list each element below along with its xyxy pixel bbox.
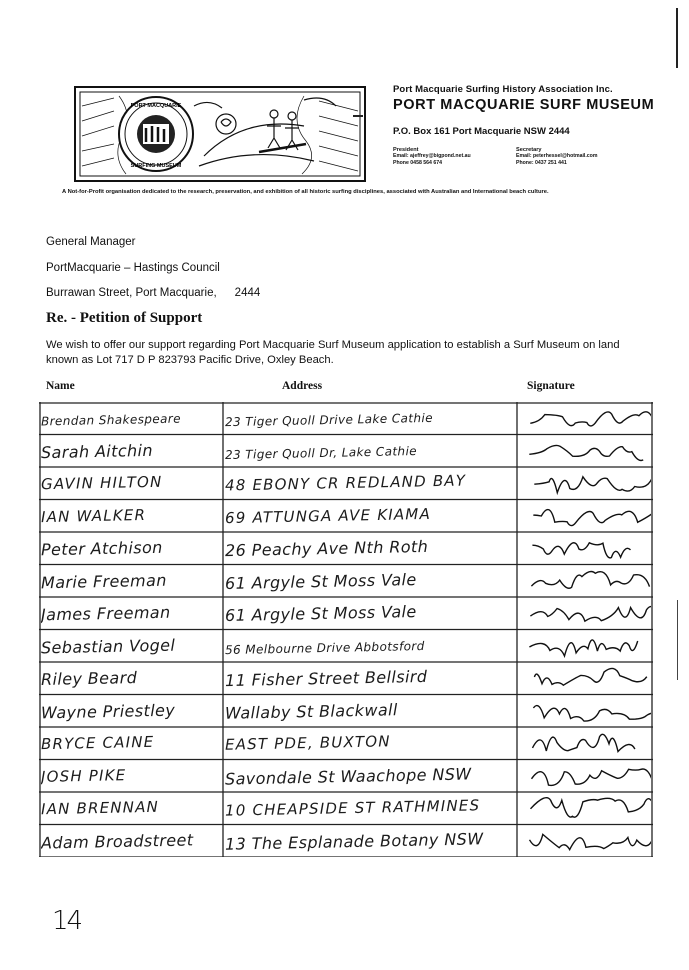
handwritten-signature xyxy=(523,435,651,467)
scan-dash-mark xyxy=(353,115,363,117)
signer-address: 56 Melbourne Drive Abbotsford xyxy=(225,638,425,657)
row-signature-cell xyxy=(519,825,653,858)
signer-name: IAN BRENNAN xyxy=(41,797,160,819)
row-signature-cell xyxy=(519,662,653,695)
addressee-street xyxy=(46,287,260,299)
handwritten-signature xyxy=(523,402,651,434)
scan-edge-mark xyxy=(676,8,678,68)
handwritten-signature xyxy=(523,792,651,824)
column-header-signature: Signature xyxy=(527,380,575,392)
contacts xyxy=(393,147,663,166)
row-address-cell xyxy=(225,630,515,663)
signer-address: 10 CHEAPSIDE ST RATHMINES xyxy=(225,796,481,820)
row-name-cell xyxy=(41,727,221,760)
letterhead-info xyxy=(393,84,663,166)
president-contact xyxy=(393,147,516,166)
president-phone: Phone 0458 564 674 xyxy=(393,159,443,166)
addressee-postcode: 2444 xyxy=(234,287,261,299)
signer-address: 26 Peachy Ave Nth Roth xyxy=(225,536,429,561)
signer-name: IAN WALKER xyxy=(41,505,147,526)
row-signature-cell xyxy=(519,792,653,825)
row-name-cell xyxy=(41,760,221,793)
page-number: 14 xyxy=(52,906,82,936)
row-address-cell xyxy=(225,695,515,728)
signature-table xyxy=(39,402,653,857)
row-name-cell xyxy=(41,500,221,533)
signer-address: Savondale St Waachope NSW xyxy=(225,763,472,789)
row-address-cell xyxy=(225,467,515,500)
president-email: Email: ajeffrey@bigpond.net.au xyxy=(393,153,471,160)
table-row xyxy=(39,662,653,695)
president-role: President xyxy=(393,147,419,153)
row-name-cell xyxy=(41,825,221,858)
handwritten-signature xyxy=(523,825,651,857)
row-signature-cell xyxy=(519,597,653,630)
row-address-cell xyxy=(225,825,515,858)
signer-address: 48 EBONY CR REDLAND BAY xyxy=(225,471,467,495)
row-name-cell xyxy=(41,435,221,468)
logo-seal-text-bottom: SURFING MUSEUM xyxy=(130,163,182,169)
handwritten-signature xyxy=(523,500,651,532)
handwritten-signature xyxy=(523,630,651,662)
row-name-cell xyxy=(41,630,221,663)
table-row xyxy=(39,532,653,565)
row-name-cell xyxy=(41,532,221,565)
handwritten-signature xyxy=(523,467,651,499)
row-address-cell xyxy=(225,565,515,598)
row-name-cell xyxy=(41,695,221,728)
handwritten-signature xyxy=(523,695,651,727)
row-signature-cell xyxy=(519,402,653,435)
row-address-cell xyxy=(225,402,515,435)
signer-address: 11 Fisher Street Bellsird xyxy=(225,666,428,691)
row-signature-cell xyxy=(519,565,653,598)
row-signature-cell xyxy=(519,532,653,565)
logo-seal-text-top: PORT MACQUARIE xyxy=(130,103,182,109)
signer-address: EAST PDE, BUXTON xyxy=(225,732,391,754)
row-address-cell xyxy=(225,597,515,630)
body-paragraph: We wish to offer our support regarding Port Macquarie Surf Museum application to establish a Surf Museum on land known as Lot 717 D P 823793 Pacific Drive, Oxley Beach. xyxy=(46,339,620,366)
museum-logo xyxy=(74,86,366,182)
signer-name: Sebastian Vogel xyxy=(41,635,176,657)
po-box: P.O. Box 161 Port Macquarie NSW 2444 xyxy=(393,126,570,137)
scan-edge-mark-lower xyxy=(677,600,678,680)
row-name-cell xyxy=(41,792,221,825)
table-row xyxy=(39,727,653,760)
table-row xyxy=(39,760,653,793)
signer-address: 69 ATTUNGA AVE KIAMA xyxy=(225,504,432,527)
table-row xyxy=(39,695,653,728)
handwritten-signature xyxy=(523,727,651,759)
signer-name: JOSH PIKE xyxy=(41,765,127,786)
museum-name: PORT MACQUARIE SURF MUSEUM xyxy=(393,97,655,113)
secretary-email: Email: peterhessel@hotmail.com xyxy=(516,153,598,160)
signer-address: Wallaby St Blackwall xyxy=(225,699,398,723)
row-name-cell xyxy=(41,402,221,435)
signer-name: BRYCE CAINE xyxy=(41,732,155,754)
table-row xyxy=(39,402,653,435)
table-row xyxy=(39,467,653,500)
row-address-cell xyxy=(225,662,515,695)
row-signature-cell xyxy=(519,760,653,793)
table-row xyxy=(39,565,653,598)
table-row xyxy=(39,597,653,630)
row-address-cell xyxy=(225,792,515,825)
signer-name: Marie Freeman xyxy=(41,570,167,592)
row-signature-cell xyxy=(519,500,653,533)
row-signature-cell xyxy=(519,435,653,468)
row-name-cell xyxy=(41,565,221,598)
row-address-cell xyxy=(225,435,515,468)
addressee-title: General Manager xyxy=(46,236,136,248)
row-signature-cell xyxy=(519,727,653,760)
signer-address: 23 Tiger Quoll Dr, Lake Cathie xyxy=(225,443,418,462)
handwritten-signature xyxy=(523,565,651,597)
row-signature-cell xyxy=(519,695,653,728)
secretary-contact xyxy=(516,147,639,166)
addressee-council: PortMacquarie – Hastings Council xyxy=(46,262,220,274)
signer-address: 13 The Esplanade Botany NSW xyxy=(225,828,484,854)
signer-name: Brendan Shakespeare xyxy=(41,411,182,429)
handwritten-signature xyxy=(523,597,651,629)
table-row xyxy=(39,825,653,858)
row-address-cell xyxy=(225,760,515,793)
signer-name: Sarah Aitchin xyxy=(41,440,154,462)
signer-name: James Freeman xyxy=(41,602,171,625)
secretary-phone: Phone: 0437 251 441 xyxy=(516,159,567,166)
row-name-cell xyxy=(41,467,221,500)
signer-name: Riley Beard xyxy=(41,667,138,690)
handwritten-signature xyxy=(523,760,651,792)
row-address-cell xyxy=(225,500,515,533)
table-row xyxy=(39,792,653,825)
org-name: Port Macquarie Surfing History Association Inc. xyxy=(393,84,613,95)
row-name-cell xyxy=(41,662,221,695)
row-address-cell xyxy=(225,532,515,565)
secretary-role: Secretary xyxy=(516,147,542,153)
row-name-cell xyxy=(41,597,221,630)
signer-name: Wayne Priestley xyxy=(41,700,176,722)
signer-address: 61 Argyle St Moss Vale xyxy=(225,569,417,593)
column-header-address: Address xyxy=(282,380,323,392)
signer-address: 23 Tiger Quoll Drive Lake Cathie xyxy=(225,410,434,430)
table-row xyxy=(39,500,653,533)
subject-heading: Re. - Petition of Support xyxy=(46,310,203,326)
row-signature-cell xyxy=(519,630,653,663)
signer-address: 61 Argyle St Moss Vale xyxy=(225,601,417,626)
signer-name: Adam Broadstreet xyxy=(41,829,194,853)
not-for-profit-tagline: A Not-for-Profit organisation dedicated to the research, preservation, and exhibition of all historic surfing disciplines, associated with Australian and International beach culture. xyxy=(62,189,549,195)
row-address-cell xyxy=(225,727,515,760)
table-row xyxy=(39,435,653,468)
column-header-name: Name xyxy=(46,380,75,392)
addressee-street-text: Burrawan Street, Port Macquarie, xyxy=(46,287,217,299)
handwritten-signature xyxy=(523,532,651,564)
handwritten-signature xyxy=(523,662,651,694)
signer-name: Peter Atchison xyxy=(41,537,163,560)
signer-name: GAVIN HILTON xyxy=(41,472,163,494)
row-signature-cell xyxy=(519,467,653,500)
table-row xyxy=(39,630,653,663)
